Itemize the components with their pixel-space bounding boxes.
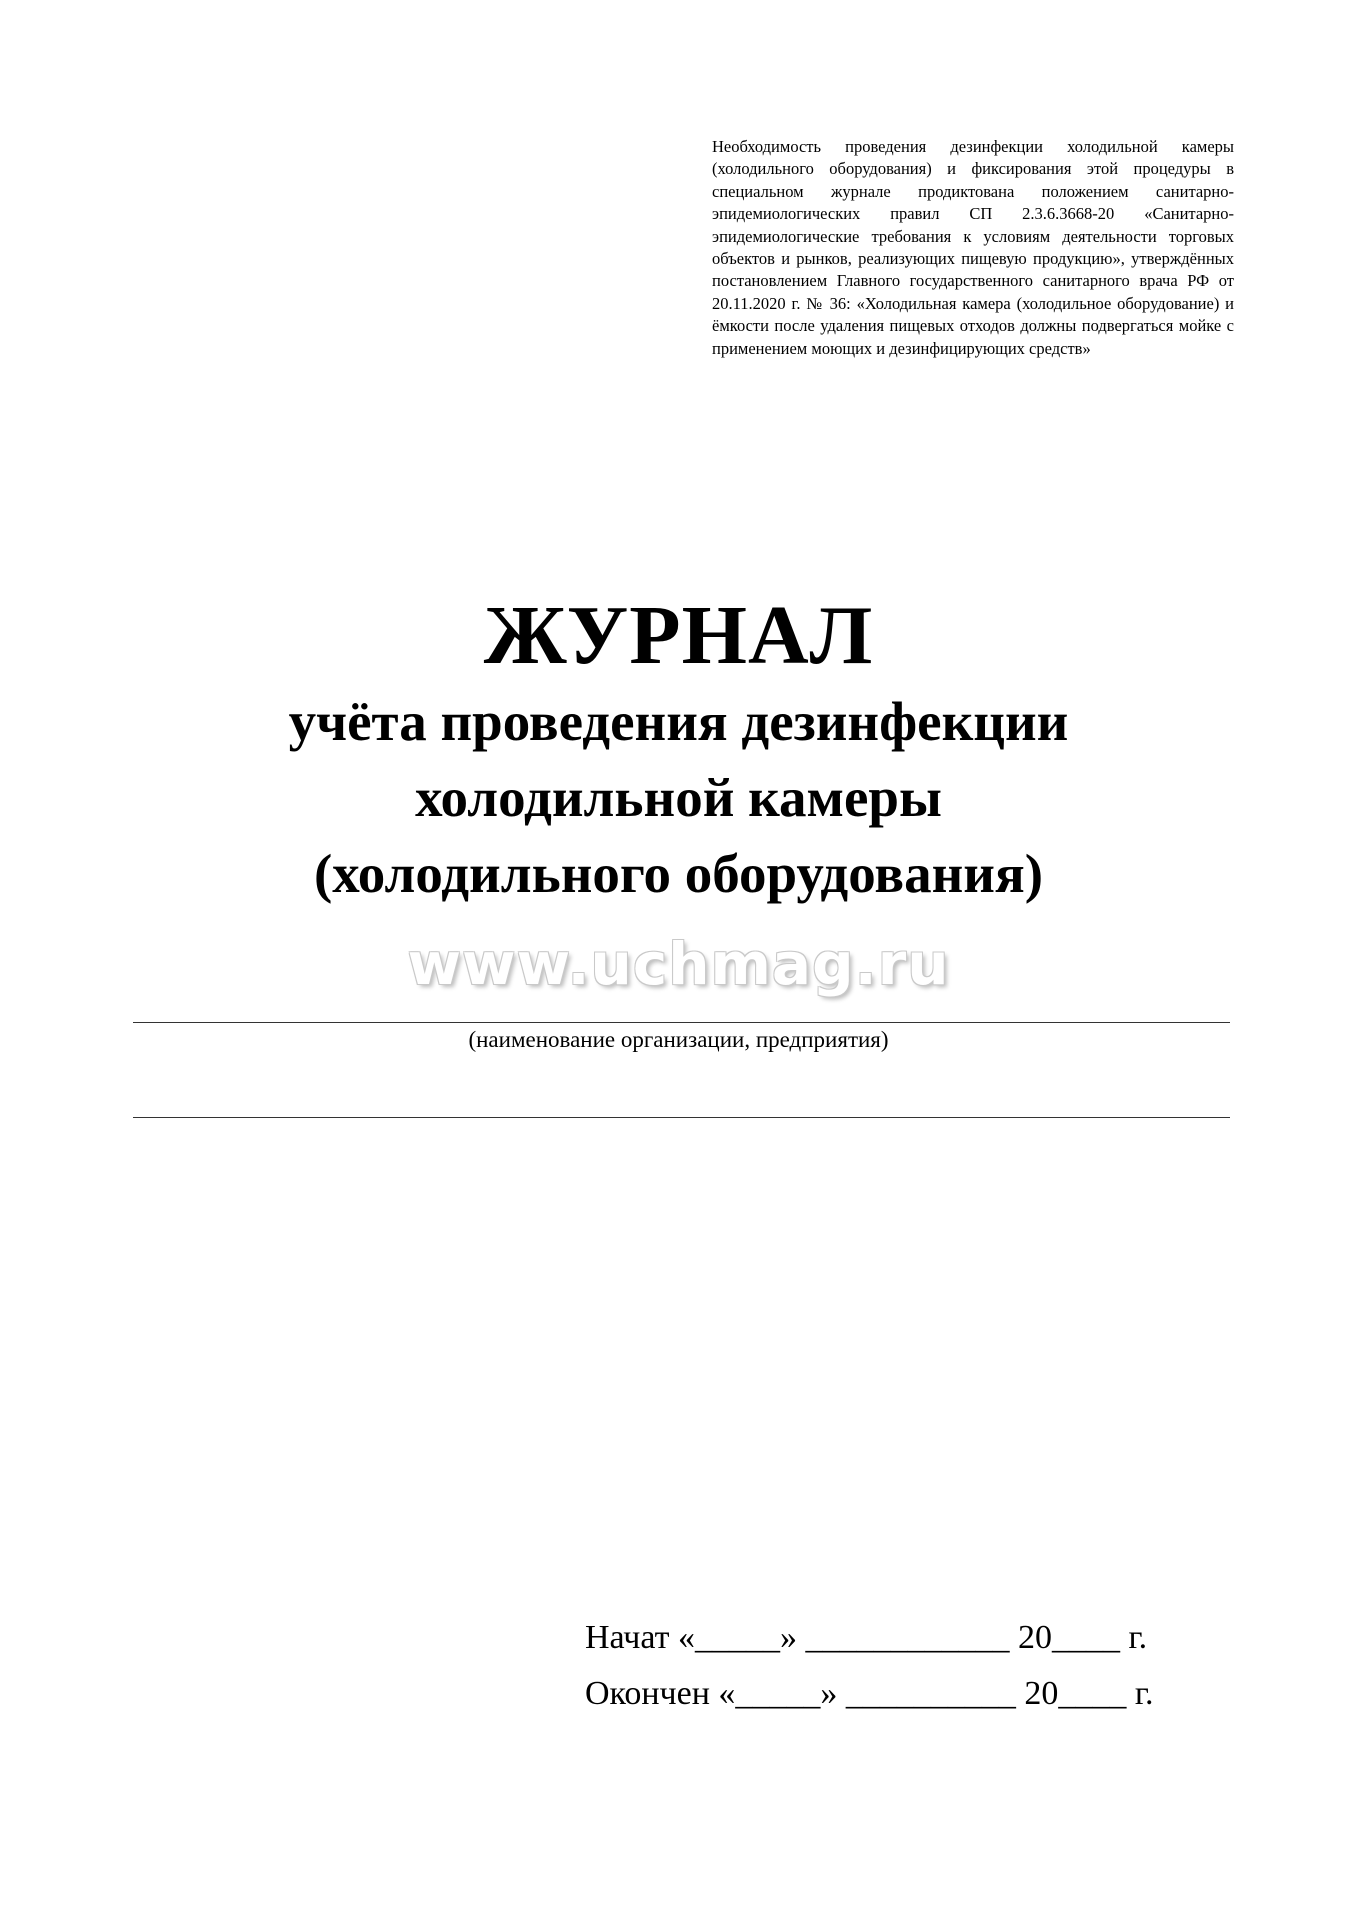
title-block — [0, 588, 1357, 912]
journal-subtitle-line-2: холодильной камеры — [415, 767, 942, 828]
org-name-line — [133, 1022, 1230, 1023]
journal-subtitle-line-3: (холодильного оборудования) — [313, 843, 1044, 904]
watermark: www.uchmag.ru — [407, 930, 950, 998]
date-started: Начат «_____» ____________ 20____ г. — [585, 1619, 1148, 1656]
date-finished: Окончен «_____» __________ 20____ г. — [585, 1675, 1154, 1712]
org-name-line-2 — [133, 1117, 1230, 1118]
dates-block — [585, 1610, 1154, 1722]
legal-note: Необходимость проведения дезинфекции холодильной камеры (холодильного оборудования) и фиксирования этой процедуры в специальном журнале продиктована положением санитарно-эпидемиологических правил СП 2.3.6.3668-20 «Санитарно-эпидемиологические требования к условиям деятельности торговых объектов и рынков, реализующих пищевую продукцию», утверждённых постановлением Главного государственного санитарного врача РФ от 20.11.2020 г. № 36: «Холодильная камера (холодильное оборудование) и ёмкости после удаления пищевых отходов должны подвергаться мойке с применением моющих и дезинфицирующих средств» — [712, 137, 1234, 358]
journal-subtitle-line-1: учёта проведения дезинфекции — [288, 691, 1069, 752]
org-name-caption: (наименование организации, предприятия) — [468, 1027, 889, 1052]
journal-title: ЖУРНАЛ — [483, 589, 874, 682]
